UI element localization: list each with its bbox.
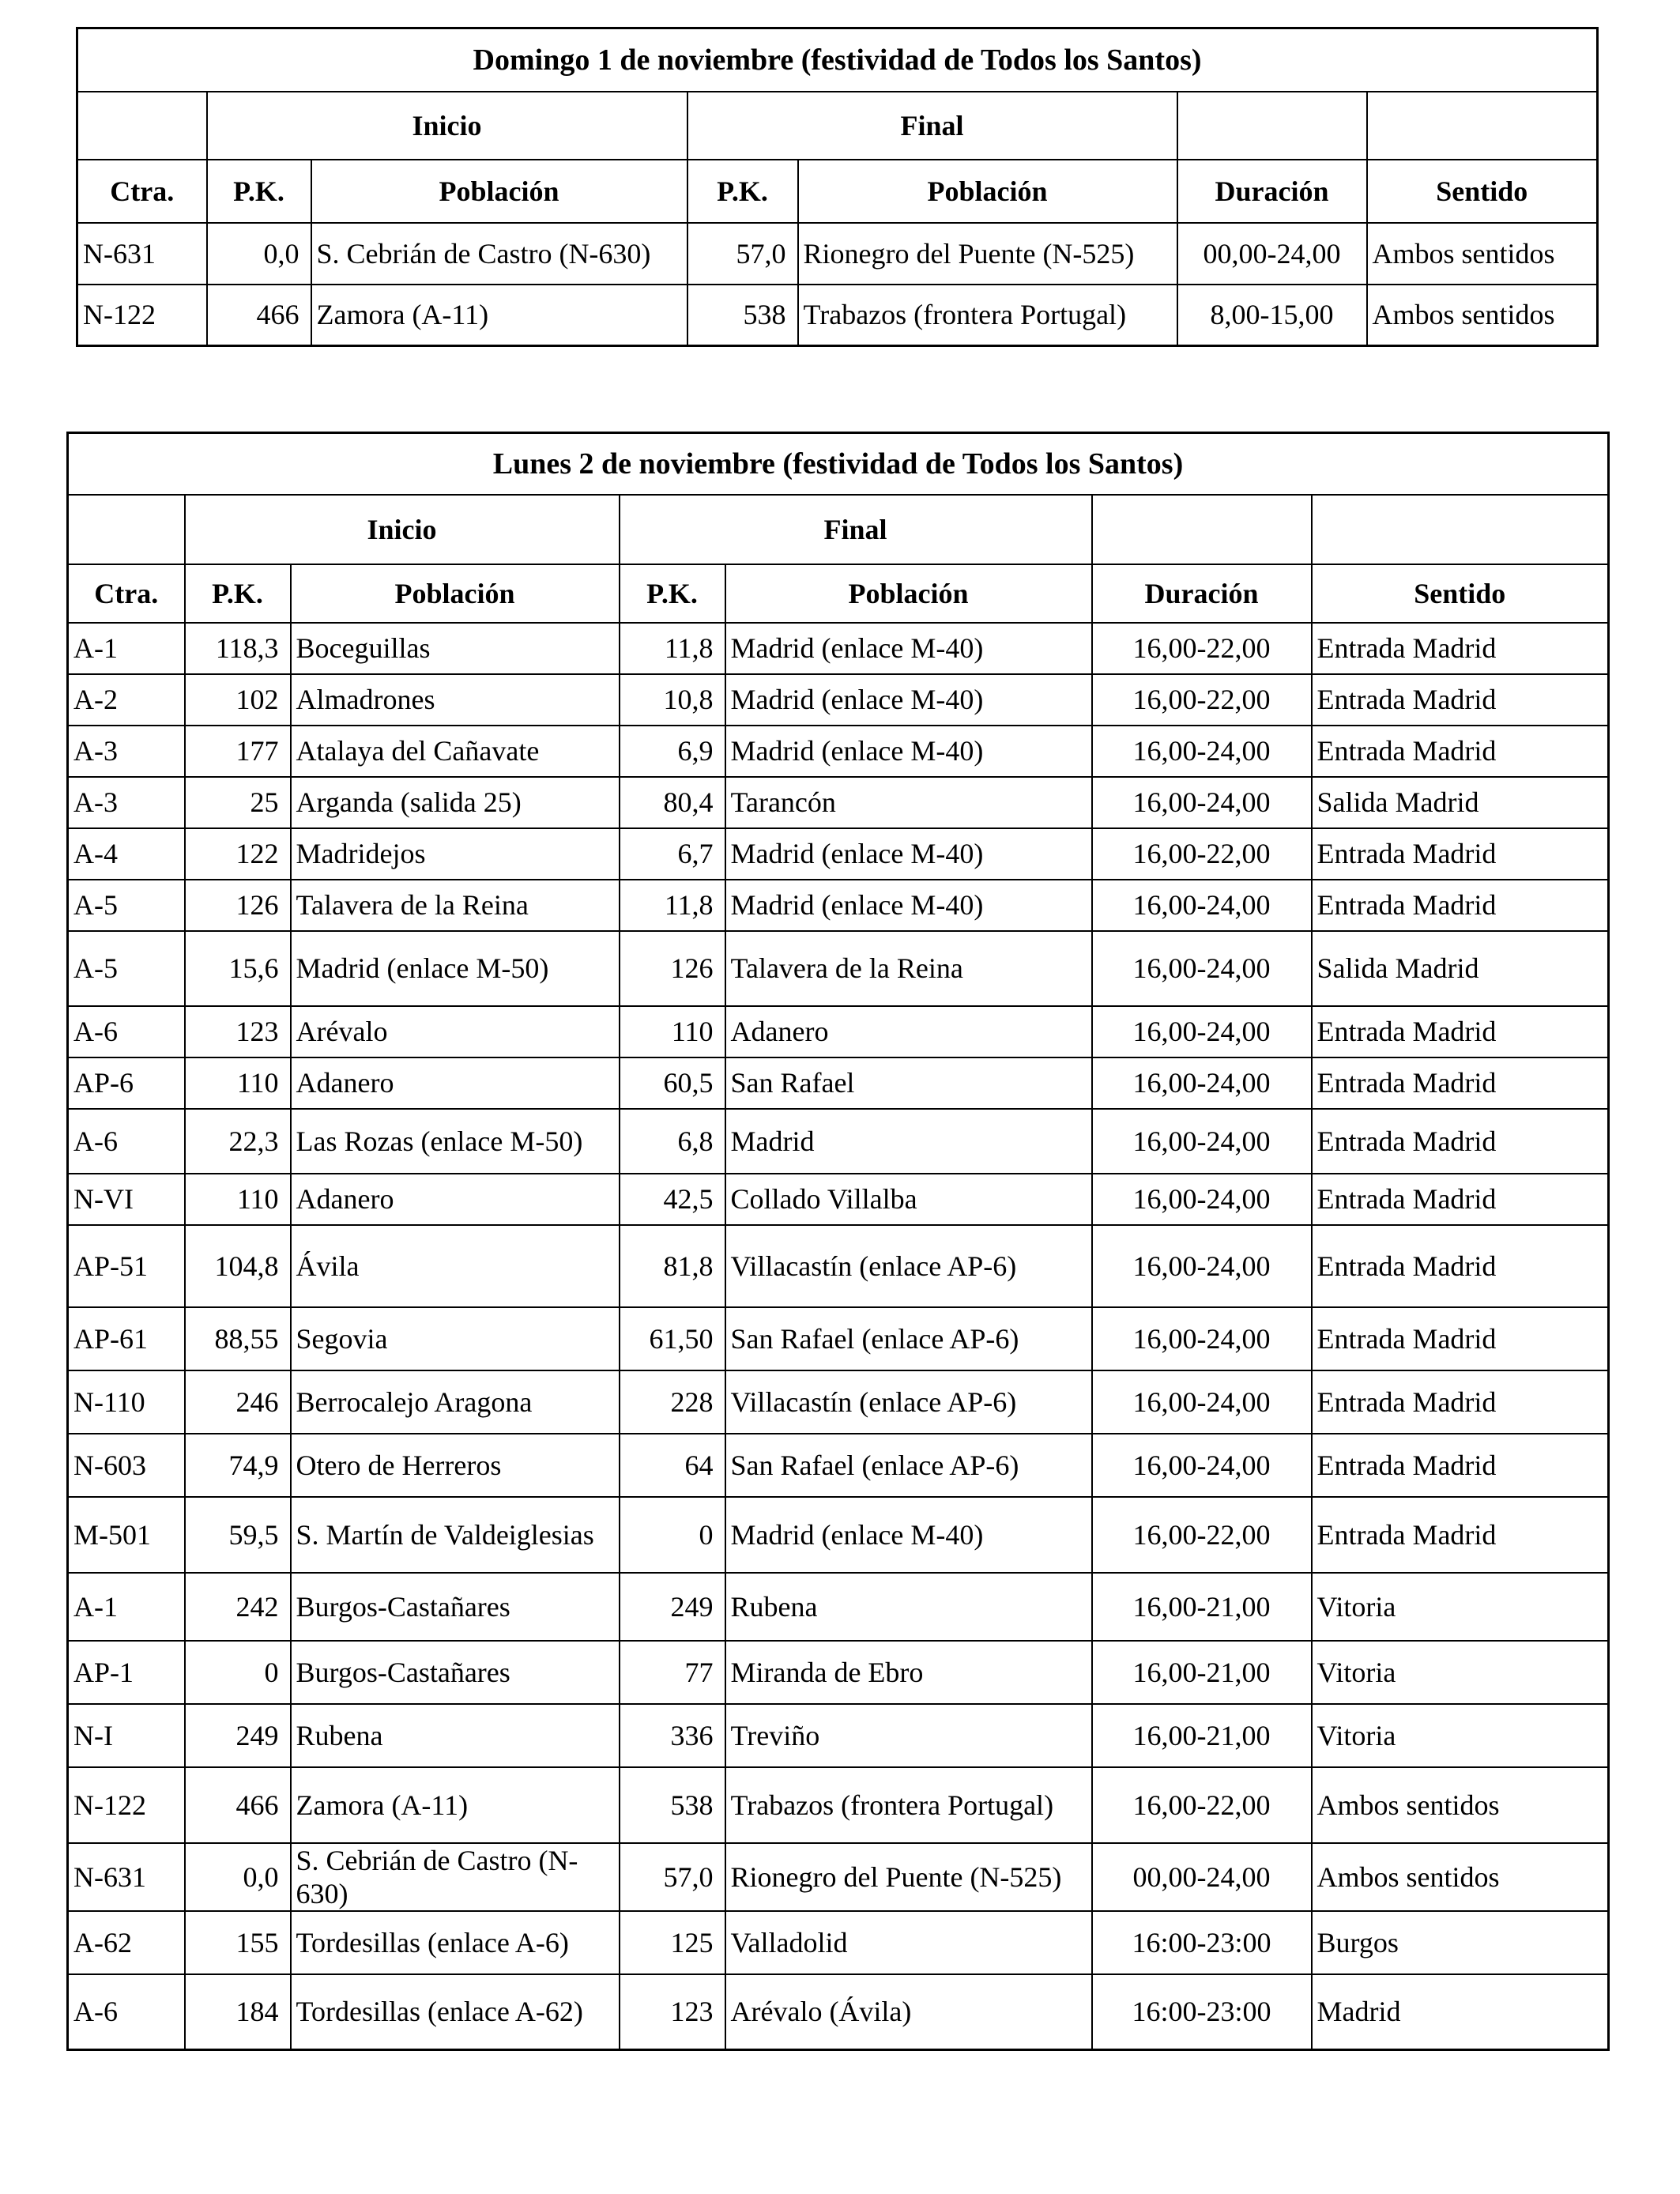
cell-road: A-3 — [68, 777, 185, 828]
table-row — [68, 1911, 1609, 1974]
cell-duration: 8,00-15,00 — [1177, 285, 1367, 346]
cell-direction: Vitoria — [1312, 1573, 1609, 1641]
closures-table-monday — [66, 432, 1610, 2051]
cell-pk-end: 538 — [687, 285, 798, 346]
cell-road: A-5 — [68, 931, 185, 1006]
cell-pk-end: 228 — [620, 1370, 725, 1434]
cell-road: A-6 — [68, 1006, 185, 1057]
cell-pk-start: 155 — [185, 1911, 291, 1974]
table-row — [68, 880, 1609, 931]
cell-duration: 16,00-24,00 — [1092, 1307, 1312, 1370]
cell-direction: Ambos sentidos — [1367, 223, 1598, 285]
cell-road: A-5 — [68, 880, 185, 931]
cell-pk-end: 11,8 — [620, 880, 725, 931]
cell-town-end: San Rafael (enlace AP-6) — [725, 1307, 1092, 1370]
cell-town-end: Valladolid — [725, 1911, 1092, 1974]
table-row — [77, 285, 1598, 346]
table-row — [68, 1225, 1609, 1307]
table-row — [68, 1370, 1609, 1434]
cell-pk-start: 246 — [185, 1370, 291, 1434]
blank-cell — [1367, 92, 1598, 160]
cell-pk-start: 466 — [185, 1767, 291, 1843]
cell-duration: 16,00-22,00 — [1092, 623, 1312, 674]
cell-pk-end: 10,8 — [620, 674, 725, 726]
cell-town-end: Madrid (enlace M-40) — [725, 726, 1092, 777]
table-row — [68, 1497, 1609, 1573]
cell-road: AP-51 — [68, 1225, 185, 1307]
cell-town-start: Madridejos — [291, 828, 620, 880]
table-row — [68, 1109, 1609, 1174]
cell-road: A-6 — [68, 1109, 185, 1174]
cell-direction: Entrada Madrid — [1312, 1225, 1609, 1307]
cell-town-start: Madrid (enlace M-50) — [291, 931, 620, 1006]
cell-town-end: Villacastín (enlace AP-6) — [725, 1370, 1092, 1434]
cell-town-start: S. Cebrián de Castro (N-630) — [311, 223, 687, 285]
cell-duration: 16,00-22,00 — [1092, 674, 1312, 726]
cell-pk-end: 538 — [620, 1767, 725, 1843]
table-title: Domingo 1 de noviembre (festividad de Todos los Santos) — [77, 28, 1598, 92]
cell-pk-end: 6,9 — [620, 726, 725, 777]
cell-duration: 16,00-24,00 — [1092, 1434, 1312, 1497]
cell-direction: Entrada Madrid — [1312, 1174, 1609, 1225]
cell-duration: 16,00-22,00 — [1092, 828, 1312, 880]
cell-duration: 16,00-21,00 — [1092, 1704, 1312, 1767]
cell-town-start: Otero de Herreros — [291, 1434, 620, 1497]
table-row — [68, 1573, 1609, 1641]
cell-pk-start: 110 — [185, 1057, 291, 1109]
cell-town-end: Rionegro del Puente (N-525) — [725, 1843, 1092, 1911]
cell-pk-end: 125 — [620, 1911, 725, 1974]
cell-road: A-1 — [68, 623, 185, 674]
cell-town-end: Trabazos (frontera Portugal) — [798, 285, 1177, 346]
cell-duration: 16:00-23:00 — [1092, 1911, 1312, 1974]
cell-pk-start: 118,3 — [185, 623, 291, 674]
cell-duration: 16,00-24,00 — [1092, 1225, 1312, 1307]
column-header: P.K. — [620, 564, 725, 623]
cell-town-start: Boceguillas — [291, 623, 620, 674]
cell-direction: Entrada Madrid — [1312, 674, 1609, 726]
cell-town-end: Trabazos (frontera Portugal) — [725, 1767, 1092, 1843]
column-header: P.K. — [207, 160, 311, 223]
cell-pk-start: 0 — [185, 1641, 291, 1704]
cell-road: N-122 — [68, 1767, 185, 1843]
cell-road: AP-61 — [68, 1307, 185, 1370]
table-row — [68, 1174, 1609, 1225]
cell-town-end: Madrid (enlace M-40) — [725, 623, 1092, 674]
cell-direction: Madrid — [1312, 1974, 1609, 2050]
cell-pk-start: 22,3 — [185, 1109, 291, 1174]
cell-town-end: Rionegro del Puente (N-525) — [798, 223, 1177, 285]
cell-direction: Vitoria — [1312, 1704, 1609, 1767]
cell-pk-end: 42,5 — [620, 1174, 725, 1225]
cell-pk-end: 6,8 — [620, 1109, 725, 1174]
cell-pk-start: 88,55 — [185, 1307, 291, 1370]
cell-duration: 16,00-24,00 — [1092, 880, 1312, 931]
cell-pk-end: 110 — [620, 1006, 725, 1057]
cell-pk-end: 80,4 — [620, 777, 725, 828]
cell-road: AP-6 — [68, 1057, 185, 1109]
cell-town-start: Tordesillas (enlace A-62) — [291, 1974, 620, 2050]
cell-duration: 16,00-24,00 — [1092, 1057, 1312, 1109]
cell-town-start: Ávila — [291, 1225, 620, 1307]
column-header: P.K. — [185, 564, 291, 623]
cell-town-end: Madrid — [725, 1109, 1092, 1174]
cell-town-start: Zamora (A-11) — [311, 285, 687, 346]
cell-town-end: Collado Villalba — [725, 1174, 1092, 1225]
cell-duration: 16,00-24,00 — [1092, 1174, 1312, 1225]
cell-pk-start: 0,0 — [207, 223, 311, 285]
group-header-inicio: Inicio — [185, 495, 620, 564]
cell-pk-start: 59,5 — [185, 1497, 291, 1573]
cell-direction: Entrada Madrid — [1312, 1497, 1609, 1573]
cell-pk-end: 57,0 — [620, 1843, 725, 1911]
cell-pk-start: 126 — [185, 880, 291, 931]
cell-direction: Entrada Madrid — [1312, 726, 1609, 777]
cell-pk-start: 466 — [207, 285, 311, 346]
cell-pk-end: 11,8 — [620, 623, 725, 674]
cell-direction: Entrada Madrid — [1312, 1109, 1609, 1174]
table-row — [68, 623, 1609, 674]
cell-road: N-631 — [77, 223, 207, 285]
cell-town-end: Tarancón — [725, 777, 1092, 828]
cell-town-start: Adanero — [291, 1174, 620, 1225]
table-row — [68, 1767, 1609, 1843]
cell-duration: 16,00-24,00 — [1092, 1109, 1312, 1174]
cell-road: N-122 — [77, 285, 207, 346]
cell-direction: Entrada Madrid — [1312, 1006, 1609, 1057]
cell-town-end: San Rafael — [725, 1057, 1092, 1109]
cell-pk-start: 104,8 — [185, 1225, 291, 1307]
table-row — [68, 1057, 1609, 1109]
cell-road: A-6 — [68, 1974, 185, 2050]
table-row — [68, 828, 1609, 880]
cell-pk-end: 57,0 — [687, 223, 798, 285]
column-header: Ctra. — [68, 564, 185, 623]
column-header: Ctra. — [77, 160, 207, 223]
cell-pk-end: 123 — [620, 1974, 725, 2050]
cell-town-end: Villacastín (enlace AP-6) — [725, 1225, 1092, 1307]
cell-duration: 16,00-24,00 — [1092, 777, 1312, 828]
table-row — [68, 931, 1609, 1006]
column-header: Población — [291, 564, 620, 623]
cell-pk-end: 6,7 — [620, 828, 725, 880]
cell-road: N-VI — [68, 1174, 185, 1225]
closures-table-sunday — [76, 27, 1599, 347]
cell-direction: Ambos sentidos — [1367, 285, 1598, 346]
cell-road: M-501 — [68, 1497, 185, 1573]
cell-pk-start: 249 — [185, 1704, 291, 1767]
cell-town-end: Treviño — [725, 1704, 1092, 1767]
cell-pk-start: 102 — [185, 674, 291, 726]
table-row — [68, 1704, 1609, 1767]
cell-duration: 16,00-24,00 — [1092, 1006, 1312, 1057]
cell-town-end: Rubena — [725, 1573, 1092, 1641]
cell-road: A-62 — [68, 1911, 185, 1974]
table-row — [68, 1641, 1609, 1704]
cell-pk-start: 110 — [185, 1174, 291, 1225]
table-row — [68, 1307, 1609, 1370]
cell-town-start: Arganda (salida 25) — [291, 777, 620, 828]
blank-cell — [1177, 92, 1367, 160]
cell-town-start: Berrocalejo Aragona — [291, 1370, 620, 1434]
cell-town-end: Talavera de la Reina — [725, 931, 1092, 1006]
column-header: Población — [798, 160, 1177, 223]
column-header: Duración — [1092, 564, 1312, 623]
cell-town-start: Talavera de la Reina — [291, 880, 620, 931]
cell-town-end: San Rafael (enlace AP-6) — [725, 1434, 1092, 1497]
cell-pk-start: 15,6 — [185, 931, 291, 1006]
cell-town-start: S. Cebrián de Castro (N-630) — [291, 1843, 620, 1911]
column-header: Población — [725, 564, 1092, 623]
cell-road: N-603 — [68, 1434, 185, 1497]
table-row — [68, 1434, 1609, 1497]
cell-duration: 00,00-24,00 — [1177, 223, 1367, 285]
column-header: Sentido — [1367, 160, 1598, 223]
cell-pk-start: 184 — [185, 1974, 291, 2050]
cell-town-start: Tordesillas (enlace A-6) — [291, 1911, 620, 1974]
cell-duration: 00,00-24,00 — [1092, 1843, 1312, 1911]
group-header-final: Final — [687, 92, 1177, 160]
cell-pk-start: 123 — [185, 1006, 291, 1057]
blank-cell — [77, 92, 207, 160]
column-header: P.K. — [687, 160, 798, 223]
cell-pk-start: 177 — [185, 726, 291, 777]
table-row — [68, 1843, 1609, 1911]
cell-duration: 16,00-24,00 — [1092, 1370, 1312, 1434]
cell-duration: 16,00-21,00 — [1092, 1573, 1312, 1641]
cell-direction: Entrada Madrid — [1312, 828, 1609, 880]
cell-road: A-3 — [68, 726, 185, 777]
blank-cell — [68, 495, 185, 564]
cell-town-start: Burgos-Castañares — [291, 1573, 620, 1641]
cell-road: AP-1 — [68, 1641, 185, 1704]
column-header: Duración — [1177, 160, 1367, 223]
cell-town-start: Atalaya del Cañavate — [291, 726, 620, 777]
cell-pk-start: 0,0 — [185, 1843, 291, 1911]
cell-road: N-I — [68, 1704, 185, 1767]
cell-town-start: Las Rozas (enlace M-50) — [291, 1109, 620, 1174]
cell-duration: 16,00-22,00 — [1092, 1767, 1312, 1843]
cell-direction: Entrada Madrid — [1312, 623, 1609, 674]
cell-pk-end: 64 — [620, 1434, 725, 1497]
blank-cell — [1312, 495, 1609, 564]
table-row — [77, 223, 1598, 285]
cell-duration: 16:00-23:00 — [1092, 1974, 1312, 2050]
cell-pk-end: 61,50 — [620, 1307, 725, 1370]
cell-town-end: Miranda de Ebro — [725, 1641, 1092, 1704]
table-row — [68, 1006, 1609, 1057]
cell-town-start: Arévalo — [291, 1006, 620, 1057]
table-row — [68, 1974, 1609, 2050]
cell-direction: Ambos sentidos — [1312, 1843, 1609, 1911]
cell-town-start: Segovia — [291, 1307, 620, 1370]
column-header: Población — [311, 160, 687, 223]
cell-town-end: Adanero — [725, 1006, 1092, 1057]
cell-duration: 16,00-24,00 — [1092, 931, 1312, 1006]
cell-road: A-1 — [68, 1573, 185, 1641]
cell-duration: 16,00-24,00 — [1092, 726, 1312, 777]
cell-pk-start: 242 — [185, 1573, 291, 1641]
table-row — [68, 726, 1609, 777]
cell-town-end: Arévalo (Ávila) — [725, 1974, 1092, 2050]
cell-pk-start: 122 — [185, 828, 291, 880]
cell-direction: Entrada Madrid — [1312, 1434, 1609, 1497]
cell-pk-end: 336 — [620, 1704, 725, 1767]
cell-duration: 16,00-22,00 — [1092, 1497, 1312, 1573]
cell-pk-start: 74,9 — [185, 1434, 291, 1497]
cell-town-end: Madrid (enlace M-40) — [725, 880, 1092, 931]
group-header-final: Final — [620, 495, 1092, 564]
cell-pk-end: 60,5 — [620, 1057, 725, 1109]
cell-town-end: Madrid (enlace M-40) — [725, 1497, 1092, 1573]
cell-duration: 16,00-21,00 — [1092, 1641, 1312, 1704]
cell-direction: Salida Madrid — [1312, 777, 1609, 828]
blank-cell — [1092, 495, 1312, 564]
cell-town-start: Zamora (A-11) — [291, 1767, 620, 1843]
cell-direction: Entrada Madrid — [1312, 1057, 1609, 1109]
table-row — [68, 674, 1609, 726]
cell-pk-end: 77 — [620, 1641, 725, 1704]
table-title: Lunes 2 de noviembre (festividad de Todos los Santos) — [68, 433, 1609, 495]
cell-town-start: S. Martín de Valdeiglesias — [291, 1497, 620, 1573]
cell-town-start: Adanero — [291, 1057, 620, 1109]
cell-road: A-4 — [68, 828, 185, 880]
cell-pk-start: 25 — [185, 777, 291, 828]
cell-town-end: Madrid (enlace M-40) — [725, 828, 1092, 880]
group-header-inicio: Inicio — [207, 92, 687, 160]
cell-road: N-110 — [68, 1370, 185, 1434]
cell-direction: Entrada Madrid — [1312, 1370, 1609, 1434]
cell-town-start: Burgos-Castañares — [291, 1641, 620, 1704]
cell-pk-end: 0 — [620, 1497, 725, 1573]
cell-direction: Entrada Madrid — [1312, 880, 1609, 931]
cell-road: N-631 — [68, 1843, 185, 1911]
cell-town-end: Madrid (enlace M-40) — [725, 674, 1092, 726]
cell-direction: Vitoria — [1312, 1641, 1609, 1704]
cell-pk-end: 126 — [620, 931, 725, 1006]
cell-direction: Salida Madrid — [1312, 931, 1609, 1006]
cell-town-start: Almadrones — [291, 674, 620, 726]
cell-road: A-2 — [68, 674, 185, 726]
cell-direction: Burgos — [1312, 1911, 1609, 1974]
cell-direction: Ambos sentidos — [1312, 1767, 1609, 1843]
cell-pk-end: 81,8 — [620, 1225, 725, 1307]
column-header: Sentido — [1312, 564, 1609, 623]
table-row — [68, 777, 1609, 828]
cell-town-start: Rubena — [291, 1704, 620, 1767]
cell-pk-end: 249 — [620, 1573, 725, 1641]
cell-direction: Entrada Madrid — [1312, 1307, 1609, 1370]
